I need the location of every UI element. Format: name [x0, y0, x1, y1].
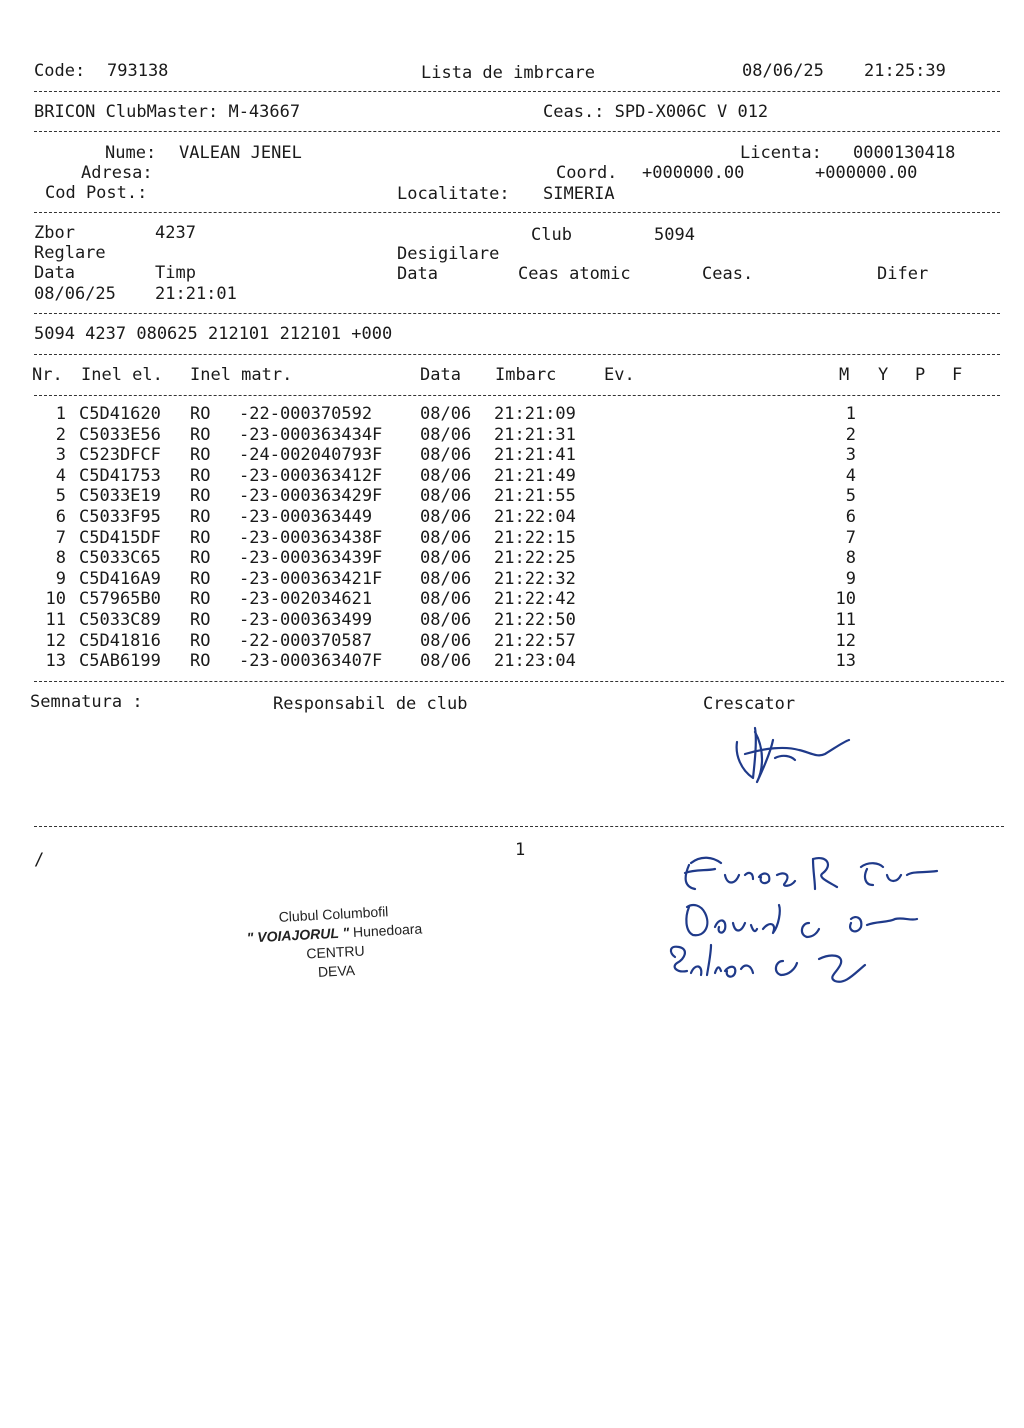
col-imbarc: Imbarc	[495, 365, 557, 385]
cell-country: RO	[190, 548, 211, 569]
cell-nr: 2	[55, 424, 66, 445]
desigilare-data-label: Data	[397, 264, 438, 284]
divider	[34, 212, 1000, 213]
localitate-value: SIMERIA	[543, 184, 615, 204]
cell-nr: 5	[55, 486, 66, 507]
difer-label: Difer	[877, 264, 929, 284]
reglare-timp-label: Timp	[155, 263, 196, 283]
nume-label: Nume:	[105, 143, 157, 163]
cell-inel-el: C5033F95	[79, 507, 161, 527]
cell-data: 08/06	[420, 610, 472, 630]
cell-nr: 12	[45, 630, 66, 651]
cell-m: 3	[845, 445, 856, 466]
desigilare-label: Desigilare	[397, 244, 500, 264]
cell-time: 21:22:15	[494, 527, 576, 548]
cell-matr: -23-000363421F	[239, 568, 383, 589]
cell-matr: -23-000363434F	[239, 424, 383, 445]
cell-nr: 10	[45, 589, 66, 610]
col-ev: Ev.	[604, 365, 635, 385]
cell-nr: 13	[45, 651, 66, 672]
col-inel-matr: Inel matr.	[190, 365, 293, 385]
header-date: 08/06/25	[742, 61, 824, 81]
cell-matr: -22-000370592	[239, 404, 373, 424]
zbor-value: 4237	[155, 223, 196, 243]
cell-matr: -23-000363449	[239, 507, 373, 527]
cell-time: 21:21:55	[494, 486, 576, 507]
cell-m: 7	[845, 527, 856, 548]
cell-time: 21:21:31	[494, 424, 576, 445]
cell-nr: 3	[55, 445, 66, 466]
cell-data: 08/06	[420, 630, 472, 651]
cell-time: 21:22:50	[494, 610, 576, 630]
cell-inel-el: C5D41753	[79, 465, 161, 486]
cell-matr: -23-000363429F	[239, 486, 383, 507]
cell-m: 9	[845, 568, 856, 589]
col-inel-el: Inel el.	[81, 365, 163, 385]
cell-inel-el: C5AB6199	[79, 651, 161, 672]
divider	[34, 313, 1000, 314]
adresa-label: Adresa:	[81, 163, 153, 183]
divider	[34, 354, 1000, 355]
coord-x: +000000.00	[642, 163, 745, 183]
col-p: P	[915, 365, 926, 385]
cell-m: 11	[835, 610, 856, 630]
cell-matr: -23-000363407F	[239, 651, 383, 672]
cell-nr: 8	[55, 548, 66, 569]
coord-y: +000000.00	[815, 163, 918, 183]
cell-inel-el: C5D41816	[79, 630, 161, 651]
divider	[34, 91, 1000, 92]
col-m: M	[839, 365, 850, 385]
cell-matr: -23-002034621	[239, 589, 373, 610]
col-y: Y	[878, 365, 889, 385]
cell-inel-el: C5033C89	[79, 610, 161, 630]
cell-matr: -24-002040793F	[239, 445, 383, 466]
col-data: Data	[420, 365, 461, 385]
cell-data: 08/06	[420, 548, 472, 569]
cell-country: RO	[190, 630, 211, 651]
cell-data: 08/06	[420, 589, 472, 610]
cell-m: 6	[845, 507, 856, 527]
header-time: 21:25:39	[864, 61, 946, 81]
cell-country: RO	[190, 568, 211, 589]
reglare-label: Reglare	[34, 243, 106, 263]
cell-country: RO	[190, 465, 211, 486]
cell-inel-el: C5D41620	[79, 404, 161, 424]
coord-label: Coord.	[556, 163, 618, 183]
ceas-atomic-label: Ceas atomic	[518, 264, 631, 284]
semnatura-label: Semnatura :	[30, 692, 143, 712]
code-label: Code:	[34, 61, 86, 81]
cell-m: 13	[835, 651, 856, 672]
cell-m: 12	[835, 630, 856, 651]
stamp-line-3: CENTRU	[305, 942, 366, 962]
col-f: F	[952, 365, 963, 385]
cell-inel-el: C5D415DF	[79, 527, 161, 548]
cell-country: RO	[190, 424, 211, 445]
cell-country: RO	[190, 445, 211, 466]
cell-data: 08/06	[420, 404, 472, 424]
crescator-label: Crescator	[703, 694, 796, 714]
nume-value: VALEAN JENEL	[179, 143, 302, 163]
divider	[34, 395, 1000, 396]
cell-time: 21:22:57	[494, 630, 576, 651]
cell-nr: 7	[55, 527, 66, 548]
cell-time: 21:21:09	[494, 404, 576, 424]
cell-time: 21:21:41	[494, 445, 576, 466]
cell-nr: 4	[55, 465, 66, 486]
localitate-label: Localitate:	[397, 184, 510, 204]
cell-inel-el: C5033E19	[79, 486, 161, 507]
code-value: 793138	[107, 61, 169, 81]
divider	[34, 826, 1004, 827]
cell-nr: 11	[45, 610, 66, 630]
cell-m: 1	[845, 404, 856, 424]
slash-mark: /	[34, 850, 45, 870]
cell-data: 08/06	[420, 527, 472, 548]
cell-m: 2	[845, 424, 856, 445]
cell-country: RO	[190, 486, 211, 507]
cell-data: 08/06	[420, 651, 472, 672]
cell-country: RO	[190, 404, 211, 424]
cell-matr: -23-000363412F	[239, 465, 383, 486]
cell-data: 08/06	[420, 568, 472, 589]
divider	[34, 681, 1004, 682]
cell-time: 21:22:25	[494, 548, 576, 569]
stamp-line-1: Clubul Columbofil	[278, 903, 389, 925]
cell-m: 4	[845, 465, 856, 486]
summary-line: 5094 4237 080625 212101 212101 +000	[34, 324, 393, 344]
cell-inel-el: C523DFCF	[79, 445, 161, 466]
cell-time: 21:22:04	[494, 507, 576, 527]
document-title: Lista de imbrcare	[421, 63, 595, 83]
cell-inel-el: C5D416A9	[79, 568, 161, 589]
cell-time: 21:21:49	[494, 465, 576, 486]
cell-data: 08/06	[420, 486, 472, 507]
cell-matr: -23-000363439F	[239, 548, 383, 569]
reglare-data-label: Data	[34, 263, 75, 283]
col-nr: Nr.	[32, 365, 63, 385]
cell-data: 08/06	[420, 424, 472, 445]
licenta-value: 0000130418	[853, 143, 956, 163]
club-stamp	[228, 900, 442, 987]
ceas-label: Ceas.	[702, 264, 754, 284]
cell-time: 21:22:32	[494, 568, 576, 589]
reglare-time: 21:21:01	[155, 284, 237, 304]
stamp-line-4: DEVA	[317, 962, 356, 980]
cell-data: 08/06	[420, 445, 472, 466]
divider	[34, 131, 1000, 132]
device-system: BRICON ClubMaster: M-43667	[34, 102, 301, 122]
club-label: Club	[531, 225, 572, 245]
cell-inel-el: C5033E56	[79, 424, 161, 445]
cell-m: 8	[845, 548, 856, 569]
cell-time: 21:22:42	[494, 589, 576, 610]
club-value: 5094	[654, 225, 695, 245]
cell-nr: 1	[55, 404, 66, 424]
licenta-label: Licenta:	[740, 143, 822, 163]
signature	[725, 720, 855, 790]
handwritten-names	[655, 845, 955, 1005]
device-clock: Ceas.: SPD-X006C V 012	[543, 102, 769, 122]
cell-matr: -22-000370587	[239, 630, 373, 651]
cell-country: RO	[190, 651, 211, 672]
responsabil-label: Responsabil de club	[273, 694, 468, 714]
cell-country: RO	[190, 589, 211, 610]
cell-inel-el: C5033C65	[79, 548, 161, 569]
stamp-county: Hunedoara	[348, 920, 423, 941]
cell-data: 08/06	[420, 465, 472, 486]
reglare-date: 08/06/25	[34, 284, 116, 304]
cell-matr: -23-000363499	[239, 610, 373, 630]
cell-country: RO	[190, 527, 211, 548]
zbor-label: Zbor	[34, 223, 75, 243]
cell-data: 08/06	[420, 507, 472, 527]
cell-m: 10	[835, 589, 856, 610]
cell-country: RO	[190, 507, 211, 527]
cell-matr: -23-000363438F	[239, 527, 383, 548]
cell-country: RO	[190, 610, 211, 630]
cell-inel-el: C57965B0	[79, 589, 161, 610]
cell-nr: 6	[55, 507, 66, 527]
cell-nr: 9	[55, 568, 66, 589]
cell-time: 21:23:04	[494, 651, 576, 672]
page-number: 1	[515, 840, 526, 860]
cod-post-label: Cod Post.:	[45, 183, 148, 203]
cell-m: 5	[845, 486, 856, 507]
stamp-club-name: " VOIAJORUL "	[246, 924, 350, 946]
